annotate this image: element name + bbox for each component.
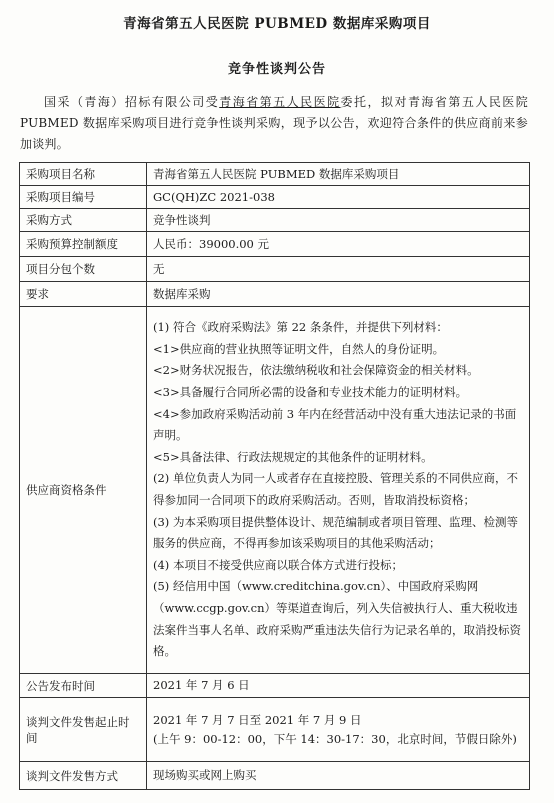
row-value: 数据库采购 [147, 282, 530, 307]
table-row [20, 674, 530, 698]
list-item: (1) 符合《政府采购法》第 22 条条件，并提供下列材料： [153, 320, 448, 335]
list-item: <5>具备法律、行政法规规定的其他条件的证明材料。 [153, 449, 433, 464]
row-label: 项目分包个数 [20, 257, 147, 282]
document-subtitle: 竞争性谈判公告 [227, 62, 326, 77]
row-value [147, 698, 530, 762]
sale-period-dates: 2021 年 7 月 7 日至 2021 年 7 月 9 日 [153, 712, 362, 727]
row-label: 采购预算控制额度 [20, 232, 147, 257]
list-item: (5) 经信用中国（www.creditchina.gov.cn）、中国政府采购网（www.ccgp.gov.cn）等渠道查询后，列入失信被执行人、重大税收违法案件当事人名单、政府采购严重违法失信行为记录名单的，取消投标资格。 [153, 579, 521, 659]
list-item: <3>具备履行合同所必需的设备和专业技术能力的证明材料。 [153, 385, 468, 400]
intro-text-1: 国采（青海）招标有限公司受 [44, 95, 220, 109]
row-value: 现场购买或网上购买 [147, 762, 530, 790]
table-row [20, 762, 530, 790]
row-value: 竞争性谈判 [147, 209, 530, 232]
list-item: <1>供应商的营业执照等证明文件，自然人的身份证明。 [153, 341, 445, 356]
row-label: 要求 [20, 282, 147, 307]
sale-period-hours: (上午 9：00-12：00，下午 14：30-17：30，北京时间，节假日除外) [153, 731, 517, 746]
document-title: 青海省第五人民医院 PUBMED 数据库采购项目 [123, 16, 431, 32]
qualification-list [147, 307, 530, 674]
table-row [20, 163, 530, 186]
row-value: 人民币：39000.00 元 [147, 232, 530, 257]
intro-paragraph [20, 92, 528, 155]
table-row [20, 282, 530, 307]
table-row [20, 307, 530, 674]
row-label: 采购项目名称 [20, 163, 147, 186]
list-item: (2) 单位负责人为同一人或者存在直接控股、管理关系的不同供应商，不得参加同一合同项下的政府采购活动。否则，皆取消投标资格； [153, 471, 518, 507]
intro-text-2: 委托，拟对青海省第五人民医院 PUBMED 数据库采购项目进行竞争性谈判采购，现予以公告，欢迎符合条件的供应商前来参加谈判。 [20, 95, 528, 151]
row-value: 青海省第五人民医院 PUBMED 数据库采购项目 [147, 163, 530, 186]
row-label: 采购项目编号 [20, 186, 147, 209]
table-row [20, 186, 530, 209]
row-label: 供应商资格条件 [20, 307, 147, 674]
table-row [20, 257, 530, 282]
row-label: 采购方式 [20, 209, 147, 232]
list-item: <4>参加政府采购活动前 3 年内在经营活动中没有重大违法记录的书面声明。 [153, 406, 517, 443]
row-value: GC(QH)ZC 2021-038 [147, 186, 530, 209]
table-row [20, 209, 530, 232]
table-row [20, 698, 530, 762]
list-item: <2>财务状况报告，依法缴纳税收和社会保障资金的相关材料。 [153, 363, 479, 378]
list-item: (3) 为本采购项目提供整体设计、规范编制或者项目管理、监理、检测等服务的供应商，不得再参加该采购项目的其他采购活动； [153, 514, 518, 551]
client-link[interactable]: 青海省第五人民医院 [219, 95, 341, 109]
row-label: 谈判文件发售方式 [20, 762, 147, 790]
row-value: 无 [147, 257, 530, 282]
info-table [19, 162, 530, 790]
row-label: 公告发布时间 [20, 674, 147, 698]
row-value: 2021 年 7 月 6 日 [147, 674, 530, 698]
list-item: (4) 本项目不接受供应商以联合体方式进行投标； [153, 557, 403, 572]
table-row [20, 232, 530, 257]
row-label: 谈判文件发售起止时间 [20, 698, 147, 762]
